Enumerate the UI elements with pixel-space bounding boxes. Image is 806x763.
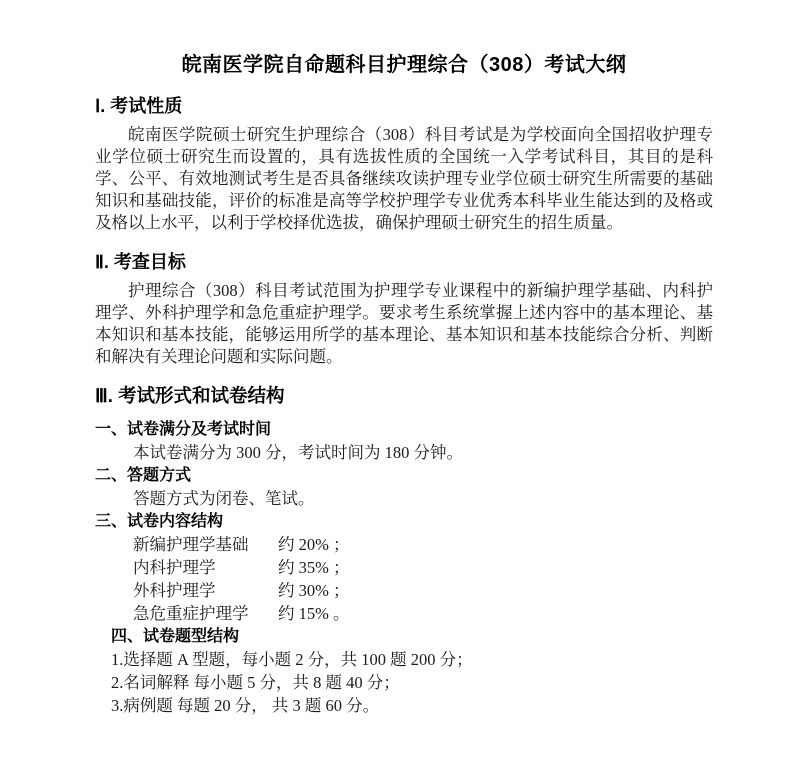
document-title: 皖南医学院自命题科目护理综合（308）考试大纲 xyxy=(181,54,627,76)
section-2-paragraph: 护理综合（308）科目考试范围为护理学专业课程中的新编护理学基础、内科护理学、外科护理学和急危重症护理学。要求考生系统掌握上述内容中的基本理论、基本知识和基本技能，能够运用所学的基本理论、基本知识和基本技能综合分析、判断和解决有关理论问题和实际问题。 xyxy=(95,281,713,366)
question-type-item: 3.病例题 每题 20 分， 共 3 题 60 分。 xyxy=(111,696,380,715)
content-structure-value: 约 30% ； xyxy=(278,581,350,600)
subsection-3-heading: 三、试卷内容结构 xyxy=(95,513,224,530)
content-structure-value: 约 20% ； xyxy=(278,535,350,554)
question-type-item: 2.名词解释 每小题 5 分，共 8 题 40 分； xyxy=(111,673,400,692)
content-structure-label: 内科护理学 xyxy=(133,558,216,577)
subsection-1-heading: 一、试卷满分及考试时间 xyxy=(95,421,272,438)
subsection-4-heading: 四、试卷题型结构 xyxy=(111,628,240,645)
subsection-2-body: 答题方式为闭卷、笔试。 xyxy=(133,489,315,508)
content-structure-row xyxy=(133,533,713,556)
content-structure-row xyxy=(133,602,713,625)
content-structure-row xyxy=(133,556,713,579)
content-structure-label: 急危重症护理学 xyxy=(133,604,249,623)
subsection-1-body: 本试卷满分为 300 分，考试时间为 180 分钟。 xyxy=(133,443,463,462)
section-2-heading: Ⅱ. 考查目标 xyxy=(95,252,186,272)
content-structure-row xyxy=(133,579,713,602)
content-structure-label: 新编护理学基础 xyxy=(133,535,249,554)
subsection-2-heading: 二、答题方式 xyxy=(95,467,192,484)
content-structure-label: 外科护理学 xyxy=(133,581,216,600)
section-1-heading: Ⅰ. 考试性质 xyxy=(95,96,183,116)
question-type-item: 1.选择题 A 型题，每小题 2 分，共 100 题 200 分； xyxy=(111,650,473,669)
section-3-heading: Ⅲ. 考试形式和试卷结构 xyxy=(95,385,285,406)
content-structure-value: 约 15% 。 xyxy=(278,604,350,623)
section-1-paragraph: 皖南医学院硕士研究生护理综合（308）科目考试是为学校面向全国招收护理专业学位硕士研究生而设置的，具有选拔性质的全国统一入学考试科目，其目的是科学、公平、有效地测试考生是否具备继续攻读护理专业学位硕士研究生所需要的基础知识和基础技能，评价的标准是高等学校护理学专业优秀本科毕业生能达到的及格或及格以上水平，以利于学校择优选拔，确保护理硕士研究生的招生质量。 xyxy=(95,125,713,232)
content-structure-value: 约 35% ； xyxy=(278,558,350,577)
